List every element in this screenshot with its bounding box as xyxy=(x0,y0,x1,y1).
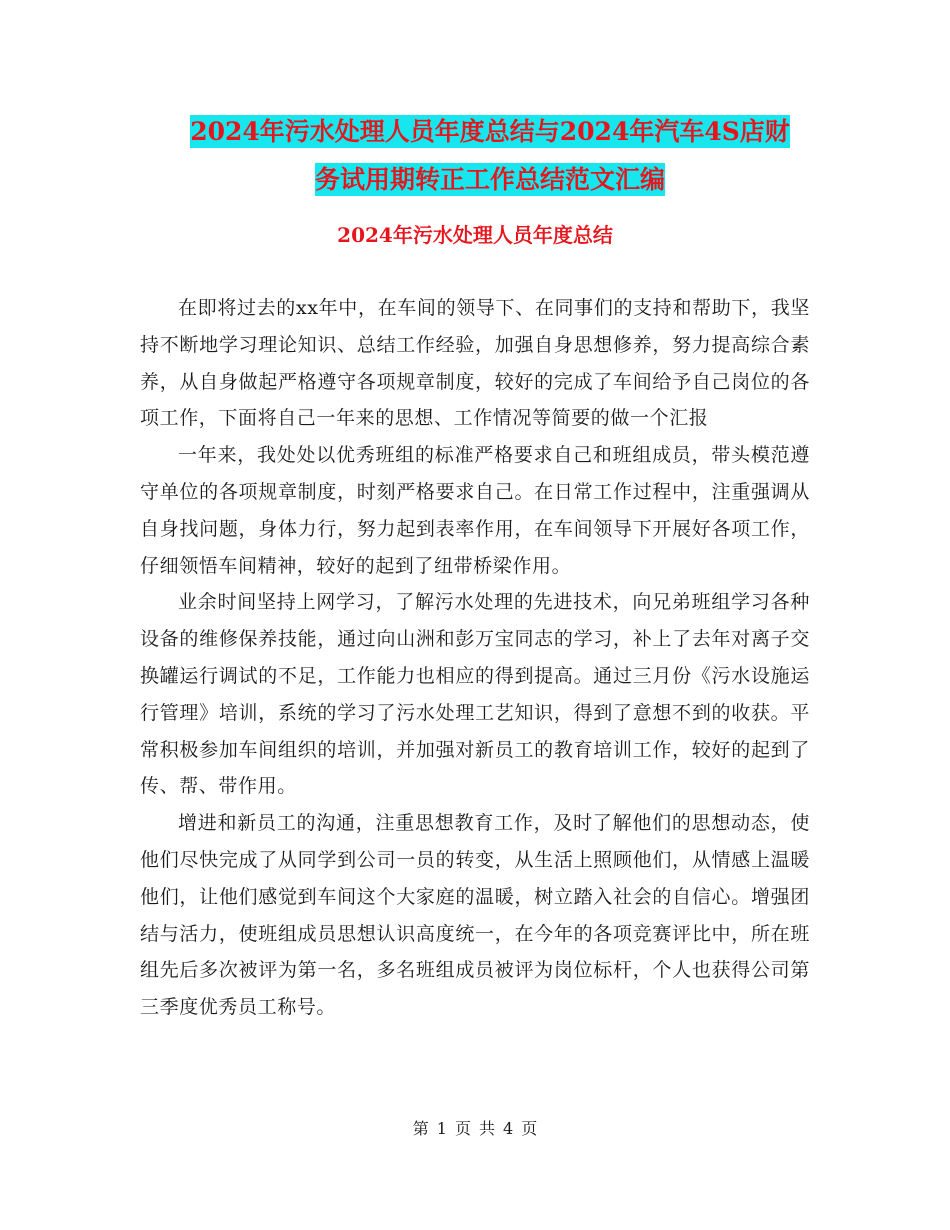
footer-page-unit: 页 xyxy=(454,1119,471,1138)
document-title-line2: 务试用期转正工作总结范文汇编 xyxy=(314,165,665,194)
footer-current-page: 1 xyxy=(436,1119,447,1138)
document-title xyxy=(150,108,830,204)
footer-page-label: 第 xyxy=(412,1119,429,1138)
footer-total-label: 共 xyxy=(479,1119,496,1138)
page-footer xyxy=(0,1118,950,1140)
paragraph-1: 在即将过去的xx年中，在车间的领导下、在同事们的支持和帮助下，我坚持不断地学习理论知识、总结工作经验，加强自身思想修养，努力提高综合素养，从自身做起严格遵守各项规章制度，较好的完成了车间给予自己岗位的各项工作，下面将自己一年来的思想、工作情况等简要的做一个汇报 xyxy=(140,297,810,430)
paragraph-3: 业余时间坚持上网学习，了解污水处理的先进技术，向兄弟班组学习各种设备的维修保养技能，通过向山洲和彭万宝同志的学习，补上了去年对离子交换罐运行调试的不足，工作能力也相应的得到提高。通过三月份《污水设施运行管理》培训，系统的学习了污水处理工艺知识，得到了意想不到的收获。平常积极参加车间组织的培训，并加强对新员工的教育培训工作，较好的起到了传、帮、带作用。 xyxy=(140,591,810,798)
paragraph-2: 一年来，我处处以优秀班组的标准严格要求自己和班组成员，带头模范遵守单位的各项规章制度，时刻严格要求自己。在日常工作过程中，注重强调从自身找问题，身体力行，努力起到表率作用，在车间领导下开展好各项工作，仔细领悟车间精神，较好的起到了纽带桥梁作用。 xyxy=(140,444,810,577)
footer-total-pages: 4 xyxy=(503,1119,514,1138)
document-title-line1: 2024年污水处理人员年度总结与2024年汽车4S店财 xyxy=(190,117,790,146)
footer-total-unit: 页 xyxy=(521,1119,538,1138)
document-body xyxy=(140,290,810,1026)
paragraph-4: 增进和新员工的沟通，注重思想教育工作，及时了解他们的思想动态，使他们尽快完成了从同学到公司一员的转变，从生活上照顾他们，从情感上温暖他们，让他们感觉到车间这个大家庭的温暖，树立踏入社会的自信心。增强团结与活力，使班组成员思想认识高度统一，在今年的各项竞赛评比中，所在班组先后多次被评为第一名，多名班组成员被评为岗位标杆，个人也获得公司第三季度优秀员工称号。 xyxy=(140,812,810,1019)
section-title: 2024年污水处理人员年度总结 xyxy=(337,223,613,247)
